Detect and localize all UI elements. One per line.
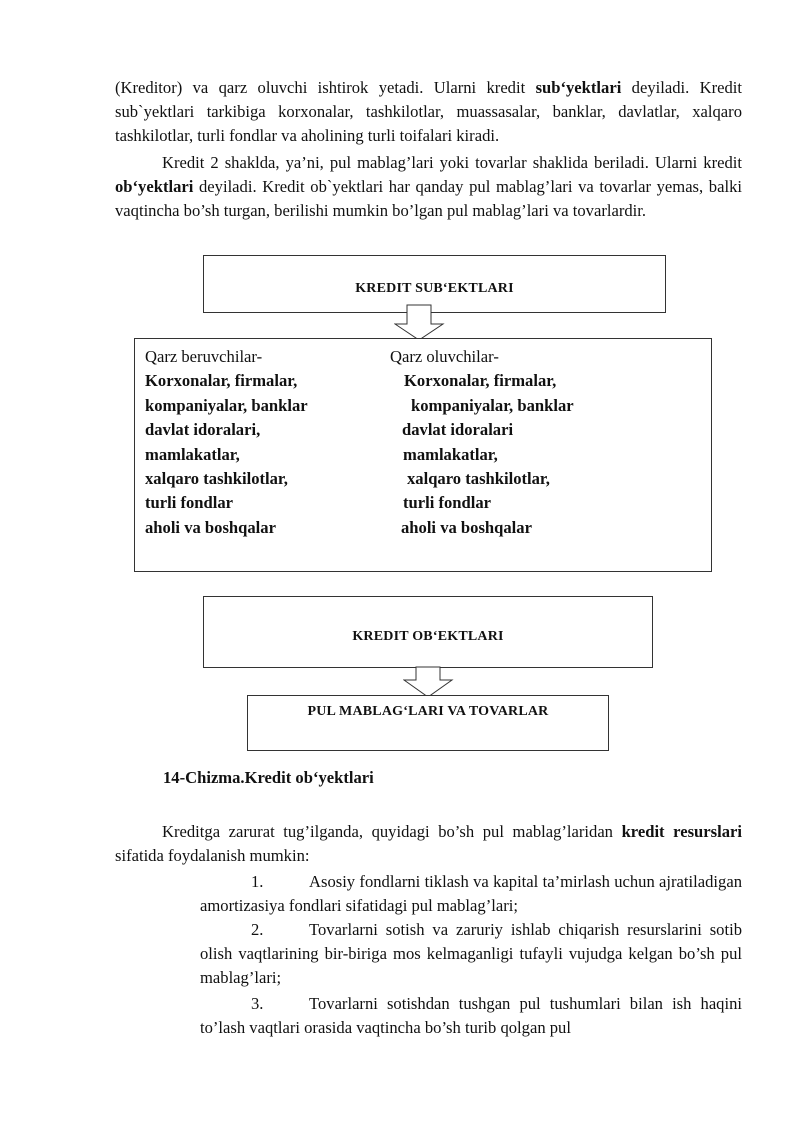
lender-item: mamlakatlar, <box>145 444 240 464</box>
intro-paragraph-1 <box>115 76 742 148</box>
borrowers-heading: Qarz oluvchilar- <box>390 347 499 366</box>
borrower-item: davlat idoralari <box>402 420 514 440</box>
list-item-number: 2. <box>251 920 264 939</box>
lender-item: davlat idoralari, <box>145 420 261 440</box>
lenders-heading: Qarz beruvchilar- <box>145 347 263 366</box>
resources-text-a: Kreditga zarurat tug’ilganda, quyidagi bo’sh pul mablag’laridan <box>162 822 622 841</box>
credit-resources-term: kredit resurslari <box>621 822 742 841</box>
intro-p1-text-a: (Kreditor) va qarz oluvchi ishtirok yetadi. Ularni kredit <box>115 78 536 97</box>
list-item-text: Asosiy fondlarni tiklash va kapital ta’mirlash uchun ajratiladigan amortizasiya fondlari sifatidagi pul mablag’lari; <box>200 872 742 915</box>
list-item-text: Tovarlarni sotishdan tushgan pul tushumlari bilan ish haqini to’lash vaqtlari orasida vaqtincha bo’sh turib qolgan pul <box>200 994 742 1037</box>
resources-text-b: sifatida foydalanish mumkin: <box>115 846 310 865</box>
lenders-column <box>145 345 308 540</box>
list-item-text: Tovarlarni sotish va zaruriy ishlab chiqarish resurslarini sotib olish vaqtlarining bir-biriga mos kelmaganligi tufayli vujudga kelgan bo’sh pul mablag’lari; <box>200 920 742 987</box>
lender-item: kompaniyalar, banklar <box>145 395 308 415</box>
resources-intro <box>115 820 742 868</box>
credit-objects-title: KREDIT OB‘EKTLARI <box>352 629 504 644</box>
credit-subjects-term: sub‘yektlari <box>535 78 622 97</box>
borrower-item: turli fondlar <box>403 493 492 513</box>
borrower-item: xalqaro tashkilotlar, <box>407 469 550 489</box>
figure-caption: 14-Chizma.Kredit ob‘yektlari <box>163 768 374 787</box>
lender-item: turli fondlar <box>145 493 234 513</box>
list-item <box>200 992 742 1040</box>
money-goods-label: PUL MABLAG‘LARI VA TOVARLAR <box>307 704 549 719</box>
list-item-number: 3. <box>251 994 264 1013</box>
lender-item: aholi va boshqalar <box>145 517 276 537</box>
borrower-item: mamlakatlar, <box>403 444 498 464</box>
list-item-number: 1. <box>251 872 264 891</box>
borrower-item: aholi va boshqalar <box>401 517 532 537</box>
down-arrow-icon <box>394 304 456 342</box>
list-item <box>200 870 742 918</box>
credit-objects-box <box>203 596 653 668</box>
intro-paragraph-2 <box>115 151 742 223</box>
credit-objects-term: ob‘yektlari <box>115 177 194 196</box>
intro-p2-text-a: Kredit 2 shaklda, ya’ni, pul mablag’lari yoki tovarlar shaklida beriladi. Ularni kredit <box>162 153 742 172</box>
credit-parties-box <box>134 338 712 572</box>
borrowers-column <box>390 345 574 540</box>
intro-p1-text-b: deyiladi. Kredit sub`yektlari tarkibiga korxonalar, tashkilotlar, muassasalar, banklar, davlatlar, xalqaro tashkilotlar, turli fondlar va aholining turli toifalari kiradi. <box>115 78 743 145</box>
borrower-item: Korxonalar, firmalar, <box>404 371 557 391</box>
list-item <box>200 918 742 990</box>
credit-subjects-title: KREDIT SUB‘EKTLARI <box>355 281 514 296</box>
lender-item: xalqaro tashkilotlar, <box>145 469 288 489</box>
intro-p2-text-b: deyiladi. Kredit ob`yektlari har qanday pul mablag’lari va tovarlar yemas, balki vaqtincha bo’sh turgan, berilishi mumkin bo’lgan pul mablag’lari va tovarlardir. <box>115 177 742 220</box>
lender-item: Korxonalar, firmalar, <box>145 371 298 391</box>
money-goods-box <box>247 695 609 751</box>
borrower-item: kompaniyalar, banklar <box>411 395 574 415</box>
